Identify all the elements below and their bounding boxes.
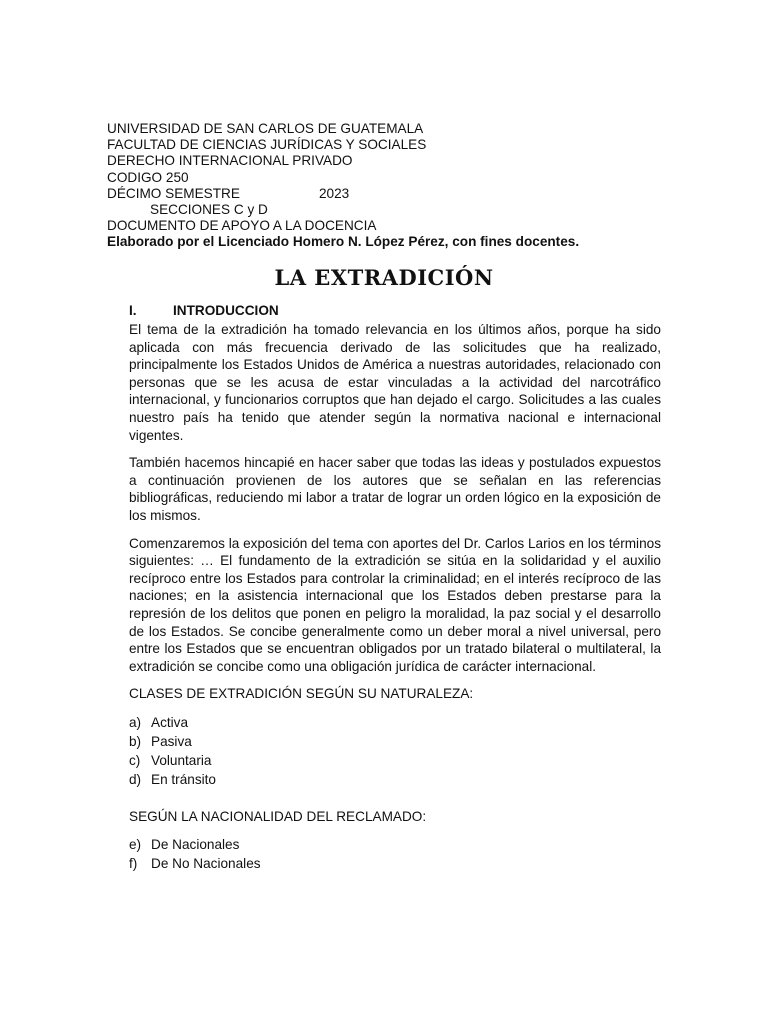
list-item-letter: d) [129, 772, 142, 788]
page-title: LA EXTRADICIÓN [274, 265, 494, 290]
list-item-letter: a) [129, 714, 142, 730]
nationality-list [129, 835, 661, 873]
list-item-label: En tránsito [151, 772, 216, 788]
list-item-label: De No Nacionales [151, 856, 261, 872]
list-item [129, 770, 661, 789]
list-item-label: Voluntaria [151, 753, 212, 769]
list-item-letter: e) [129, 837, 142, 853]
list-item-letter: f) [129, 856, 138, 872]
document-type: DOCUMENTO DE APOYO A LA DOCENCIA [107, 218, 377, 234]
list-item-letter: b) [129, 734, 142, 750]
list-item-label: De Nacionales [151, 837, 240, 853]
course-name: DERECHO INTERNACIONAL PRIVADO [107, 153, 353, 169]
list-item-label: Pasiva [151, 734, 192, 750]
semester-row [107, 186, 667, 202]
document-header [107, 121, 667, 251]
list-item [129, 713, 661, 732]
author-line: Elaborado por el Licenciado Homero N. López Pérez, con fines docentes. [107, 234, 580, 250]
section-number: I. [129, 303, 137, 318]
section-heading [129, 303, 661, 321]
list-item-label: Activa [151, 714, 189, 730]
paragraph-3: Comenzaremos la exposición del tema con aportes del Dr. Carlos Larios en los términos siguientes: … El fundamento de la extradición se sitúa en la solidaridad y el auxilio recíproco entre los Estados para controlar la criminalidad; en el interés recíproco de las naciones; en la asistencia internacional que los Estados deben prestarse para la represión de los delitos que ponen en peligro la moralidad, la paz social y el desarrollo de los Estados. Se concibe generalmente como un deber moral a nivel universal, pero entre los Estados que se encuentran obligados por un tratado bilateral o multilateral, la extradición se concibe como una obligación jurídica de carácter internacional. [129, 535, 661, 674]
classes-heading: CLASES DE EXTRADICIÓN SEGÚN SU NATURALEZA: [129, 686, 474, 702]
faculty-name: FACULTAD DE CIENCIAS JURÍDICAS Y SOCIALES [107, 137, 427, 153]
list-item [129, 835, 661, 854]
list-item [129, 751, 661, 770]
course-code: CODIGO 250 [107, 169, 189, 185]
year-label: 2023 [319, 185, 350, 201]
section-label: INTRODUCCION [173, 303, 279, 318]
list-item [129, 854, 661, 873]
list-item [129, 732, 661, 751]
semester-label: DÉCIMO SEMESTRE [107, 185, 240, 201]
classes-list [129, 713, 661, 790]
paragraph-2: También hacemos hincapié en hacer saber que todas las ideas y postulados expuestos a continuación provienen de los autores que se señalan en las referencias bibliográficas, reduciendo mi labor a tratar de lograr un orden lógico en la exposición de los mismos. [129, 455, 661, 523]
document-body [129, 303, 661, 888]
university-name: UNIVERSIDAD DE SAN CARLOS DE GUATEMALA [107, 121, 424, 136]
sections-label: SECCIONES C y D [150, 201, 268, 217]
list-item-letter: c) [129, 753, 141, 769]
paragraph-1: El tema de la extradición ha tomado relevancia en los últimos años, porque ha sido aplicada con más frecuencia derivado de las solicitudes que ha realizado, principalmente los Estados Unidos de América a nuestras autoridades, relacionado con personas que se les acusa de estar vinculadas a la actividad del narcotráfico internacional, y funcionarios corruptos que han dejado el cargo. Solicitudes a las cuales nuestro país ha tenido que atender según la normativa nacional e internacional vigentes. [129, 322, 661, 443]
nationality-heading: SEGÚN LA NACIONALIDAD DEL RECLAMADO: [129, 808, 427, 824]
